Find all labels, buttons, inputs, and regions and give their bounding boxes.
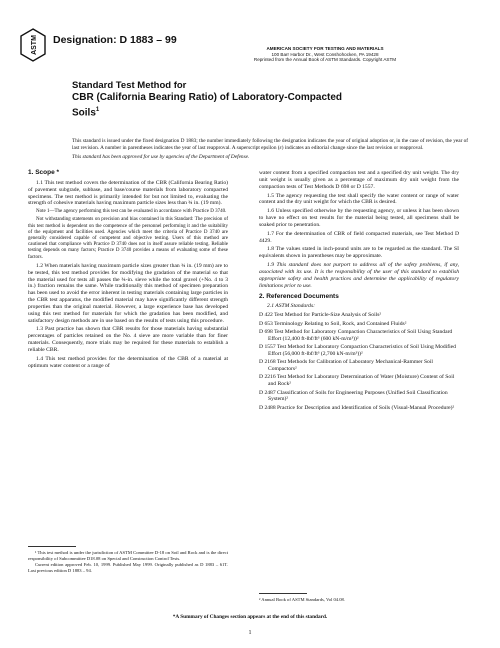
right-column [259,170,459,413]
reference-item: D 1557 Test Method for Laboratory Compaction Characteristics of Soil Using Modified Effort (56,000 ft-lbf/ft³ (2,700 kN-m/m³))² [259,344,456,357]
svg-text:ASTM: ASTM [31,35,38,55]
left-footnotes [28,550,228,575]
note-1: Note 1—The agency performing this test can be evaluated in accordance with Practice D 3740. [36,209,227,215]
paragraph-1-9: 1.9 This standard does not purport to address all of the safety problems, if any, associated with its use. It is the responsibility of the user of this standard to establish appropriate safety and health practices and determine the applicability of regulatory limitations prior to use. [259,262,459,289]
approval-note: This standard has been approved for use by agencies of the Department of Defense. [72,154,250,161]
publisher-reprint: Reprinted from the Annual Book of ASTM Standards. Copyright ASTM [253,57,397,63]
publisher-info [170,46,480,63]
reference-item: D 2168 Test Methods for Calibration of Laboratory Mechanical-Rammer Soil Compactors² [259,359,433,373]
publisher-address: 100 Barr Harbor Dr., West Conshohocken, PA 19428 [271,51,379,57]
paragraph-1-2: 1.2 When materials having maximum particle sizes greater than ¾ in. (19 mm) are to be tested, this test method provides for modifying the gradation of the material so that the material used for tests all passes the ¾-in. sieve while the total gravel (+No. 4 to 3 in.) fraction remains the same. While traditionally this method of specimen preparation has been used to avoid the error inherent in testing materials containing large particles in the CBR test apparatus, the modified material may have significantly different strength properties than the original material. However, a large experience base has developed using this test method for materials for which the gradation has been modified, and satisfactory design methods are in use based on the results of tests using this procedure. [28,262,228,324]
referenced-documents-heading: 2. Referenced Documents [259,292,339,300]
paragraph-1-5: 1.5 The agency requesting the test shall specify the water content or range of water content and the dry unit weight for which the CBR is desired. [259,192,459,206]
reference-item: D 2487 Classification of Soils for Engineering Purposes (Unified Soil Classification System)² [259,389,448,403]
title-line-2: CBR (California Bearing Ratio) of Laboratory-Compacted [72,92,343,103]
footnote-divider-right [259,593,307,594]
title-line-3: Soils$^1$ [72,107,100,119]
designation: Designation: D 1883 – 99 [53,34,177,46]
footnote-1-edition: Current edition approved Feb. 10, 1999. Published May 1999. Originally published as D 1883 – 61T. Last previous edition D 1883 – 94. [28,562,228,574]
issued-note: This standard is issued under the fixed designation D 1883; the number immediately following the designation indicates the year of original adoption or, in the case of revision, the year of last revision. A number in parentheses indicates the year of last reapproval. A superscript epsilon (ε) indicates an editorial change since the last revision or reapproval. [72,138,469,152]
scope-heading: 1. Scope * [28,169,60,176]
paragraph-1-4-continued: water content from a specified compaction test and a specified dry unit weight. The dry unit weight is usually given as a percentage of maximum dry unit weight from the compaction tests of Test Methods D 698 or D 1557. [259,170,459,190]
summary-of-changes-note: *A Summary of Changes section appears at the end of this standard. [172,614,328,620]
publisher-name: AMERICAN SOCIETY FOR TESTING AND MATERIALS [266,46,384,51]
astm-standards-subheading: 2.1 ASTM Standards: [267,303,316,310]
paragraph-1-4: 1.4 This test method provides for the determination of the CBR of a material at optimum water content or a range of [28,355,228,369]
paragraph-1-7: 1.7 For the determination of CBR of field compacted materials, see Test Method D 4429. [259,230,459,244]
reference-item: D 653 Terminology Relating to Soil, Rock, and Contained Fluids² [259,320,407,327]
footnote-1: ¹ This test method is under the jurisdiction of ASTM Committee D-18 on Soil and Rock and is the direct responsibility of Subcommittee D18.08 on Special and Construction Control Tests. [28,550,228,561]
paragraph-1-1: 1.1 This test method covers the determination of the CBR (California Bearing Ratio) of pavement subgrade, subbase, and base/course materials from laboratory compacted specimens. The test method is primarily intended for but not limited to, evaluating the strength of cohesive materials having maximum particle sizes less than ¾ in. (19 mm). [28,179,228,207]
reference-item: D 2216 Test Method for Laboratory Determination of Water (Moisture) Content of Soil and Rock² [259,374,455,388]
intro-block [72,138,472,163]
left-column [28,170,228,372]
note-1-continued: Not withstanding statements on precision and bias contained in this Standard: The precision of this test method is dependent on the competence of the personnel performing it and the suitability of the equipment and facilities used. Agencies which meet the criteria of Practice D 3740 are generally considered capable of competent and objective testing. Users of this method are cautioned that compliance with Practice D 3740 does not in itself assure reliable testing. Reliable testing depends on many factors; Practice D 3740 provides a means of evaluating some of these factors. [28,217,228,260]
reference-item: D 2488 Practice for Description and Identification of Soils (Visual-Manual Procedure)² [259,404,455,411]
paragraph-1-6: 1.6 Unless specified otherwise by the requesting agency, or unless it has been shown to have no effect on test results for the material being tested, all specimens shall be soaked prior to penetration. [259,208,459,228]
page-number: 1 [248,630,252,636]
title-line-1: Standard Test Method for [72,80,187,91]
reference-item: D 422 Test Method for Particle-Size Analysis of Soils² [259,312,382,319]
astm-logo-icon [20,28,46,62]
paragraph-1-3: 1.3 Past practice has shown that CBR results for those materials having substantial percentages of particles retained on the No. 4 sieve are more variable than for finer materials. Consequently, more trials may be required for these materials to establish a reliable CBR. [28,326,228,353]
document-title [72,80,472,119]
footnote-divider-left [28,546,76,547]
paragraph-1-8: 1.8 The values stated in inch-pound units are to be regarded as the standard. The SI equivalents shown in parentheses may be approximate. [259,246,459,260]
title-footnote-mark: 1 [95,107,100,113]
reference-item: D 698 Test Method for Laboratory Compaction Characteristics of Soil Using Standard Effort (12,400 ft-lbf/ft³ (600 kN-m/m³))² [259,328,453,342]
footnote-2: ² Annual Book of ASTM Standards, Vol 04.08. [259,597,345,602]
